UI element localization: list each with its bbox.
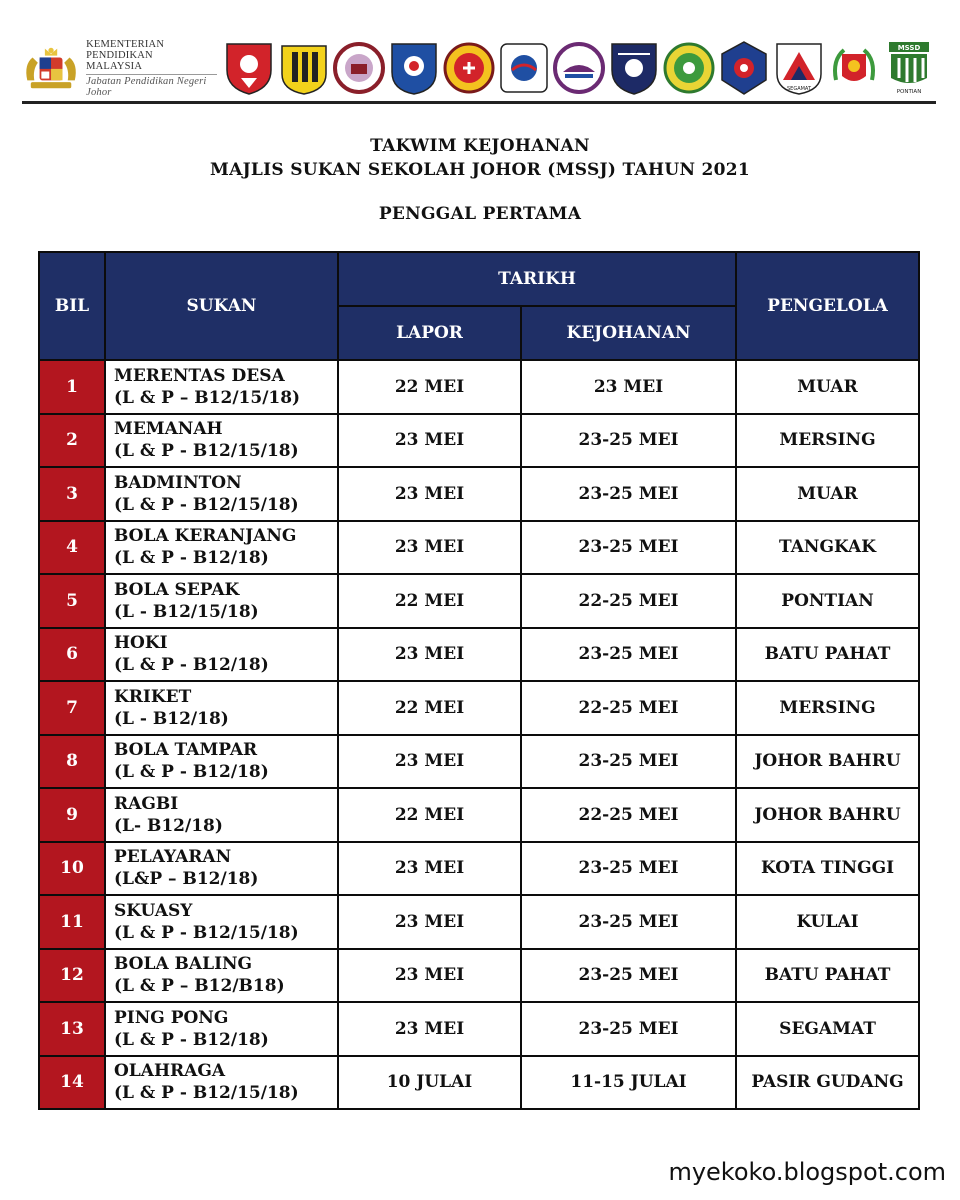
organizer: MERSING [736, 681, 919, 735]
lapor-date: 23 MEI [338, 735, 521, 789]
sport-name: OLAHRAGA [114, 1061, 226, 1082]
kejohanan-date: 23-25 MEI [521, 467, 736, 521]
kejohanan-date: 23-25 MEI [521, 949, 736, 1003]
table-row [39, 521, 919, 575]
segamat-logo-icon [773, 40, 825, 96]
district-logo-2 [278, 40, 330, 96]
district-logo-7 [553, 40, 605, 96]
document-subtitle: MAJLIS SUKAN SEKOLAH JOHOR (MSSJ) TAHUN 2021 [209, 160, 751, 180]
column-header-sukan: SUKAN [105, 252, 338, 360]
row-number: 1 [39, 360, 105, 414]
purple-round-logo-icon [553, 40, 605, 96]
sport-name: PELAYARAN [114, 847, 232, 868]
yellow-emblem-logo-icon [278, 40, 330, 96]
lapor-date: 22 MEI [338, 360, 521, 414]
district-logo-1 [223, 40, 275, 96]
sport-cell [105, 521, 338, 575]
sport-cell [105, 1056, 338, 1110]
organizer: PONTIAN [736, 574, 919, 628]
lapor-date: 22 MEI [338, 788, 521, 842]
table-row [39, 895, 919, 949]
kejohanan-date: 22-25 MEI [521, 788, 736, 842]
row-number: 3 [39, 467, 105, 521]
blog-watermark: myekoko.blogspot.com [668, 1158, 946, 1186]
organizer: BATU PAHAT [736, 628, 919, 682]
sport-category: (L- B12/18) [114, 815, 223, 836]
row-number: 6 [39, 628, 105, 682]
pontian-logo-icon [883, 40, 935, 96]
kejohanan-date: 23-25 MEI [521, 1002, 736, 1056]
organizer: MERSING [736, 414, 919, 468]
sport-category: (L & P – B12/15/18) [114, 387, 301, 408]
sport-category: (L & P - B12/18) [114, 1029, 269, 1050]
lapor-date: 23 MEI [338, 949, 521, 1003]
navy-shield-logo-icon [608, 40, 660, 96]
row-number: 14 [39, 1056, 105, 1110]
sport-cell [105, 574, 338, 628]
row-number: 4 [39, 521, 105, 575]
table-row [39, 414, 919, 468]
tournament-schedule-table [38, 251, 920, 1110]
district-logo-9 [663, 40, 715, 96]
sport-cell [105, 681, 338, 735]
sport-name: BOLA SEPAK [114, 579, 240, 600]
organizer: PASIR GUDANG [736, 1056, 919, 1110]
kejohanan-date: 23-25 MEI [521, 842, 736, 896]
sport-name: KRIKET [114, 686, 192, 707]
column-header-pengelola: PENGELOLA [736, 252, 919, 360]
row-number: 11 [39, 895, 105, 949]
table-row [39, 467, 919, 521]
ministry-name [86, 39, 217, 98]
red-round-logo-icon [443, 40, 495, 96]
pontian-logo-top-label: MSSD [897, 44, 921, 52]
sport-category: (L & P - B12/18) [114, 655, 269, 676]
ministry-line-2: PENDIDIKAN [86, 49, 153, 61]
district-logo-10 [718, 40, 770, 96]
organizer: TANGKAK [736, 521, 919, 575]
table-row [39, 842, 919, 896]
district-logos [223, 40, 938, 96]
sport-cell [105, 949, 338, 1003]
organizer: BATU PAHAT [736, 949, 919, 1003]
sport-category: (L - B12/18) [114, 708, 229, 729]
lapor-date: 23 MEI [338, 521, 521, 575]
table-row [39, 628, 919, 682]
sport-category: (L & P - B12/18) [114, 762, 269, 783]
organizer: MUAR [736, 360, 919, 414]
kejohanan-date: 23-25 MEI [521, 521, 736, 575]
sport-cell [105, 1002, 338, 1056]
organizer: KOTA TINGGI [736, 842, 919, 896]
table-row [39, 949, 919, 1003]
lapor-date: 23 MEI [338, 467, 521, 521]
blue-emblem-logo-icon [718, 40, 770, 96]
header-divider [22, 101, 936, 104]
district-logo-6 [498, 40, 550, 96]
kejohanan-date: 11-15 JULAI [521, 1056, 736, 1110]
sport-category: (L&P – B12/18) [114, 869, 259, 890]
district-logo-12 [828, 40, 880, 96]
column-header-kejohanan: KEJOHANAN [521, 306, 736, 360]
sport-cell [105, 735, 338, 789]
row-number: 12 [39, 949, 105, 1003]
district-logo-4 [388, 40, 440, 96]
sport-name: BOLA TAMPAR [114, 740, 258, 761]
blue-shield-logo-icon [388, 40, 440, 96]
column-header-tarikh: TARIKH [338, 252, 736, 306]
kejohanan-date: 23-25 MEI [521, 414, 736, 468]
district-logo-3 [333, 40, 385, 96]
column-header-lapor: LAPOR [338, 306, 521, 360]
lapor-date: 10 JULAI [338, 1056, 521, 1110]
table-row [39, 681, 919, 735]
lapor-date: 22 MEI [338, 574, 521, 628]
row-number: 10 [39, 842, 105, 896]
lapor-date: 23 MEI [338, 1002, 521, 1056]
sport-name: RAGBI [114, 793, 179, 814]
segamat-logo-label: SEGAMAT [786, 86, 812, 92]
department-name: Jabatan Pendidikan Negeri Johor [86, 74, 217, 98]
sport-category: (L & P - B12/15/18) [114, 1083, 299, 1104]
table-body [39, 360, 919, 1109]
table-header-row [39, 252, 919, 306]
row-number: 9 [39, 788, 105, 842]
red-wreath-logo-icon [828, 40, 880, 96]
sport-category: (L & P – B12/B18) [114, 976, 285, 997]
sport-cell [105, 628, 338, 682]
malaysia-coat-of-arms-icon [22, 42, 80, 94]
table-row [39, 735, 919, 789]
letterhead [22, 36, 938, 100]
table-row [39, 360, 919, 414]
sport-category: (L & P - B12/18) [114, 548, 269, 569]
lapor-date: 23 MEI [338, 842, 521, 896]
kejohanan-date: 22-25 MEI [521, 681, 736, 735]
organizer: JOHOR BAHRU [736, 735, 919, 789]
sport-name: PING PONG [114, 1007, 229, 1028]
sport-name: HOKI [114, 633, 168, 654]
district-logo-8 [608, 40, 660, 96]
organizer: KULAI [736, 895, 919, 949]
kejohanan-date: 22-25 MEI [521, 574, 736, 628]
sport-cell [105, 414, 338, 468]
red-shield-logo-icon [223, 40, 275, 96]
row-number: 2 [39, 414, 105, 468]
term-title: PENGGAL PERTAMA [378, 204, 582, 224]
sport-name: BOLA BALING [114, 954, 253, 975]
table-row [39, 1002, 919, 1056]
pasir-gudang-logo-icon [498, 40, 550, 96]
ministry-line-3: MALAYSIA [86, 60, 143, 72]
district-logo-11 [773, 40, 825, 96]
sport-cell [105, 467, 338, 521]
document-title: TAKWIM KEJOHANAN [370, 136, 590, 156]
row-number: 13 [39, 1002, 105, 1056]
sport-name: BADMINTON [114, 472, 242, 493]
sport-category: (L & P - B12/15/18) [114, 494, 299, 515]
row-number: 8 [39, 735, 105, 789]
kejohanan-date: 23-25 MEI [521, 735, 736, 789]
sport-name: SKUASY [114, 900, 193, 921]
ministry-block [22, 38, 217, 98]
pontian-logo-label: PONTIAN [896, 89, 922, 95]
ministry-line-1: KEMENTERIAN [86, 38, 165, 50]
sport-category: (L & P - B12/15/18) [114, 922, 299, 943]
table-row [39, 1056, 919, 1110]
organizer: MUAR [736, 467, 919, 521]
sport-cell [105, 895, 338, 949]
row-number: 5 [39, 574, 105, 628]
sport-category: (L & P - B12/15/18) [114, 441, 299, 462]
kejohanan-date: 23-25 MEI [521, 895, 736, 949]
table-row [39, 574, 919, 628]
green-round-logo-icon [663, 40, 715, 96]
organizer: JOHOR BAHRU [736, 788, 919, 842]
sport-cell [105, 360, 338, 414]
lapor-date: 23 MEI [338, 628, 521, 682]
lapor-date: 23 MEI [338, 895, 521, 949]
maroon-round-logo-icon [333, 40, 385, 96]
sport-category: (L - B12/15/18) [114, 601, 259, 622]
title-block [0, 134, 960, 226]
kejohanan-date: 23 MEI [521, 360, 736, 414]
district-logo-13 [883, 40, 935, 96]
sport-cell [105, 788, 338, 842]
sport-name: MEMANAH [114, 419, 223, 440]
column-header-bil: BIL [39, 252, 105, 360]
district-logo-5 [443, 40, 495, 96]
table-row [39, 788, 919, 842]
row-number: 7 [39, 681, 105, 735]
organizer: SEGAMAT [736, 1002, 919, 1056]
lapor-date: 23 MEI [338, 414, 521, 468]
lapor-date: 22 MEI [338, 681, 521, 735]
kejohanan-date: 23-25 MEI [521, 628, 736, 682]
sport-cell [105, 842, 338, 896]
sport-name: MERENTAS DESA [114, 365, 285, 386]
sport-name: BOLA KERANJANG [114, 526, 297, 547]
